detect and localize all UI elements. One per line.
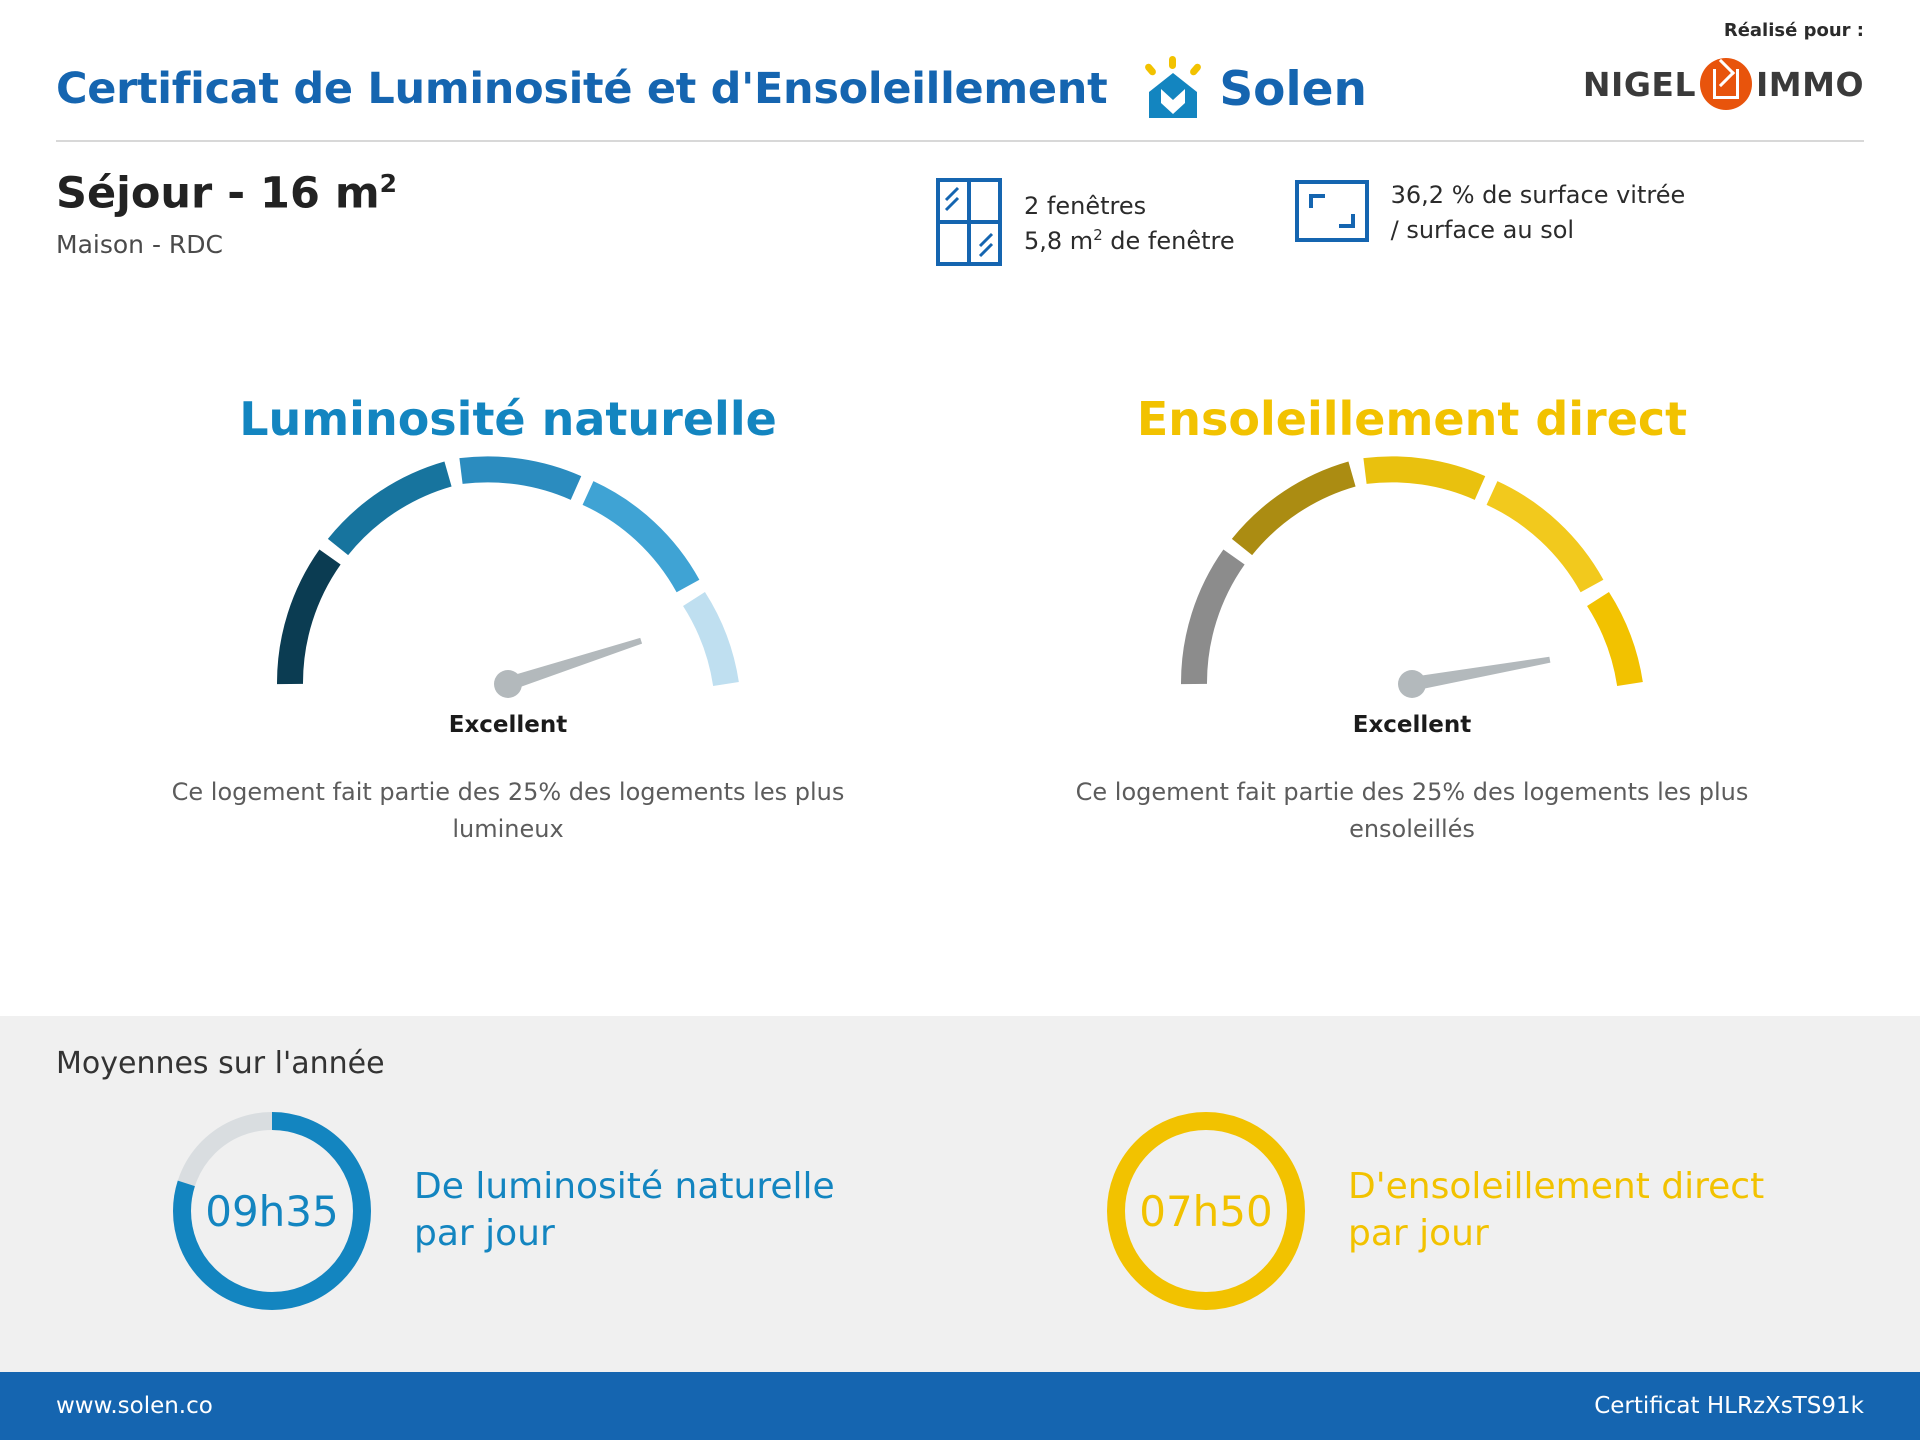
window-icon	[936, 178, 1002, 270]
sunlight-average-label-line1: D'ensoleillement direct	[1348, 1166, 1765, 1208]
page-title: Certificat de Luminosité et d'Ensoleillement	[56, 64, 1108, 114]
gauge-needle	[1411, 653, 1551, 691]
page-footer	[0, 1372, 1920, 1440]
sunlight-average-value: 07h50	[1139, 1186, 1273, 1236]
averages-title: Moyennes sur l'année	[56, 1046, 385, 1081]
room-identity	[56, 170, 936, 259]
gauge-sunlight-description: Ce logement fait partie des 25% des logements les plus ensoleillés	[1075, 778, 1749, 844]
windows-count: 2 fenêtres	[1024, 192, 1147, 221]
gauge-luminosity-graphic	[56, 456, 960, 706]
average-sunlight	[930, 1105, 1864, 1317]
agency-name-part1: NIGEL	[1582, 64, 1696, 104]
room-title	[56, 170, 936, 218]
luminosity-average-label-line1: De luminosité naturelle	[414, 1166, 835, 1208]
gauge-sunlight-rating: Excellent	[1352, 712, 1472, 738]
gauges-section	[0, 352, 1920, 962]
floor-area-icon	[1295, 180, 1369, 246]
luminosity-ring	[166, 1105, 378, 1317]
glazing-ratio-stat	[1295, 178, 1686, 248]
sunlight-average-label-line2: par jour	[1348, 1213, 1489, 1254]
luminosity-average-label-line2: par jour	[414, 1213, 555, 1254]
sunlight-average-label	[1348, 1164, 1764, 1258]
solen-sun-house-icon	[1137, 56, 1211, 122]
gauge-sunlight	[960, 362, 1864, 962]
sunlight-ring	[1100, 1105, 1312, 1317]
solen-brand-name: Solen	[1219, 61, 1367, 117]
agency-logo	[1583, 58, 1864, 110]
gauge-luminosity	[56, 362, 960, 962]
agency-house-icon	[1700, 58, 1752, 110]
room-subtitle: Maison - RDC	[56, 229, 223, 259]
windows-area: 5,8 $m^2$ de fenêtre	[1024, 226, 1235, 255]
solen-logo	[1137, 56, 1367, 122]
room-title-exponent: 2	[379, 169, 397, 198]
gauge-sunlight-graphic	[960, 456, 1864, 706]
luminosity-average-value: 09h35	[205, 1186, 339, 1236]
website-link[interactable]: www.solen.co	[56, 1393, 213, 1419]
gauge-sunlight-title: Ensoleillement direct	[1136, 392, 1688, 446]
windows-stat-text	[1024, 189, 1235, 259]
glazing-ratio-line2: / surface au sol	[1390, 215, 1575, 244]
room-info-section	[0, 142, 1920, 352]
windows-stat	[936, 178, 1235, 270]
glazing-ratio-line1: 36,2 % de surface vitrée	[1390, 181, 1686, 209]
room-title-text: Séjour - 16 m	[56, 168, 380, 219]
gauge-luminosity-rating: Excellent	[448, 712, 568, 738]
gauge-luminosity-title: Luminosité naturelle	[239, 392, 777, 446]
page-header	[0, 0, 1920, 140]
luminosity-average-label	[414, 1164, 835, 1258]
gauge-needle	[506, 634, 643, 691]
average-luminosity	[56, 1105, 930, 1317]
averages-section	[0, 1016, 1920, 1372]
realise-pour-label: Réalisé pour :	[1723, 20, 1864, 41]
glazing-ratio-text	[1391, 178, 1686, 248]
certificate-id: Certificat HLRzXsTS91k	[1594, 1393, 1864, 1419]
agency-name-part2: IMMO	[1755, 64, 1864, 104]
gauge-luminosity-description: Ce logement fait partie des 25% des logements les plus lumineux	[171, 778, 845, 844]
averages-items	[56, 1105, 1864, 1317]
